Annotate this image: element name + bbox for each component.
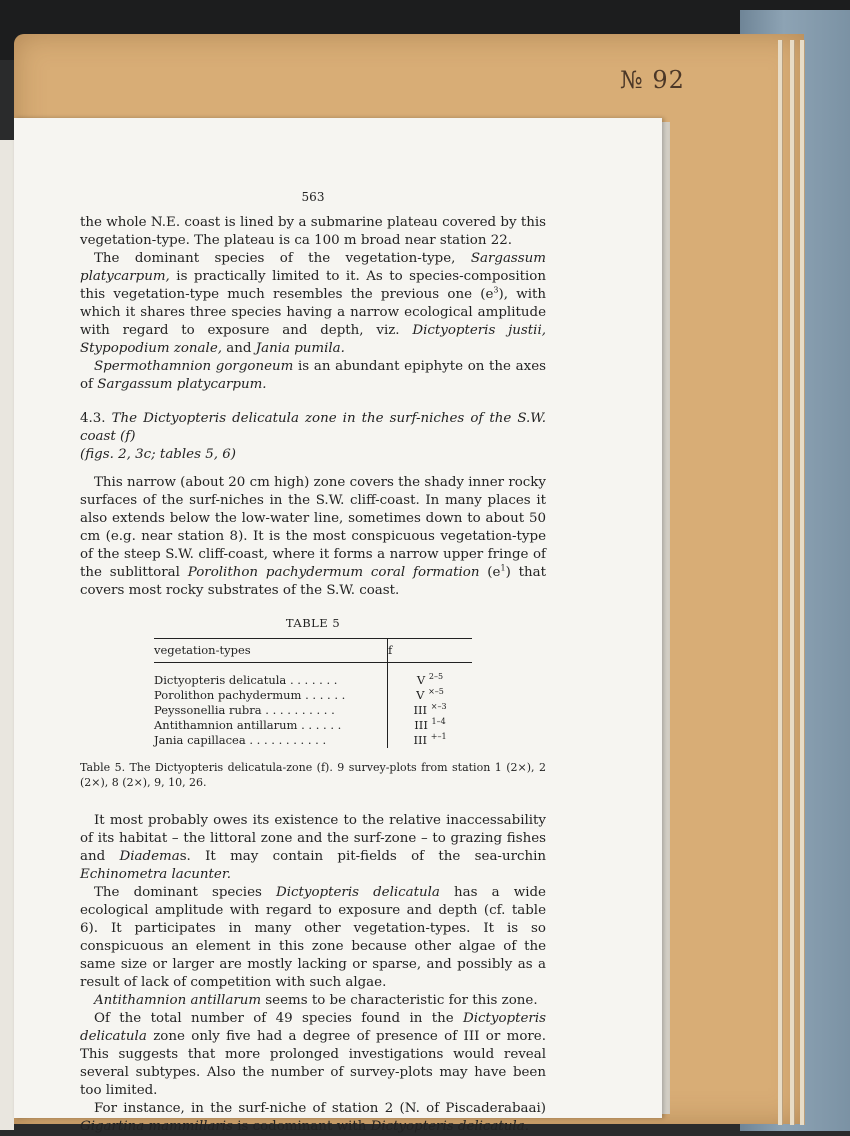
page-edge-stack <box>800 40 805 1125</box>
left-page-edge <box>0 140 14 1130</box>
table-title: TABLE 5 <box>285 616 341 630</box>
page-edge-stack <box>778 40 783 1125</box>
table-row: Antithamnion antillarum . . . . . . III $^{1-4}$ <box>154 718 472 733</box>
table-header-vegetation-types: vegetation-types <box>154 639 388 663</box>
paragraph: The dominant species of the vegetation-type, Sargassum platycarpum, is practically limited to it. As to species-composition this vegetation-type much resembles the previous one $(e^3)$, with which it shares three species having a narrow ecological amplitude with regard to exposure and depth, viz. Dictyopteris justii, Stypopodium zonale, and Jania pumila. <box>80 251 546 356</box>
page-number: 563 <box>301 190 325 204</box>
paragraph: The dominant species Dictyopteris delicatula has a wide ecological amplitude with regard to exposure and depth (cf. table 6). It participates in many other vegetation-types. It is so conspicuous an element in this zone because other algae of the same size or larger are mostly lacking or sparse, and possibly as a result of lack of competition with such algae. <box>80 885 546 990</box>
vegetation-table <box>154 638 472 748</box>
page-edge-stack <box>790 40 795 1125</box>
paragraph: Spermothamnion gorgoneum is an abundant epiphyte on the axes of Sargassum platycarpum. <box>80 359 546 392</box>
folder-number: № 92 <box>620 66 685 94</box>
paragraph: For instance, in the surf-niche of station 2 (N. of Piscaderabaai) Gigartina mammillaris is codominant with Dictyopteris delicatula. <box>80 1101 546 1134</box>
table-header-f: f <box>388 639 473 663</box>
paragraph: This narrow (about 20 cm high) zone covers the shady inner rocky surfaces of the surf-niches in the S.W. cliff-coast. In many places it also extends below the low-water line, sometimes down to about 50 cm (e.g. near station 8). It is the most conspicuous vegetation-type of the steep S.W. cliff-coast, where it forms a narrow upper fringe of the sublittoral Porolithon pachydermum coral formation $(e^1)$ that covers most rocky substrates of the S.W. coast. <box>80 475 547 598</box>
document-page <box>14 118 662 1134</box>
page-content <box>80 188 546 1136</box>
paragraph: It most probably owes its existence to the relative inaccessability of its habitat – the littoral zone and the surf-zone – to grazing fishes and Diademas. It may contain pit-fields of the sea-urchin Echinometra lacunter. <box>80 813 547 882</box>
paragraph: the whole N.E. coast is lined by a submarine plateau covered by this vegetation-type. The plateau is ca 100 m broad near station 22. <box>80 215 546 248</box>
table-row: Porolithon pachydermum . . . . . . V $^{\times-5}$ <box>154 688 472 703</box>
table-caption: Table 5. The Dictyopteris delicatula-zone (f). 9 survey-plots from station 1 (2×), 2 (2×), 8 (2×), 9, 10, 26. <box>80 761 546 789</box>
table-row: Jania capillacea . . . . . . . . . . . III $^{+-1}$ <box>154 733 472 748</box>
table-row: Dictyopteris delicatula . . . . . . . V $^{2-5}$ <box>154 673 472 688</box>
table-row: Peyssonellia rubra . . . . . . . . . . III $^{\times-3}$ <box>154 703 472 718</box>
section-heading: 4.3. The Dictyopteris delicatula zone in the surf-niches of the S.W. coast (f) (figs. 2, 3c; tables 5, 6) <box>80 411 546 462</box>
paragraph: Antithamnion antillarum seems to be characteristic for this zone. <box>94 993 538 1008</box>
paragraph: Of the total number of 49 species found in the Dictyopteris delicatula zone only five had a degree of presence of III or more. This suggests that more prolonged investigations would reveal several subtypes. Also the number of survey-plots may have been too limited. <box>80 1011 546 1098</box>
